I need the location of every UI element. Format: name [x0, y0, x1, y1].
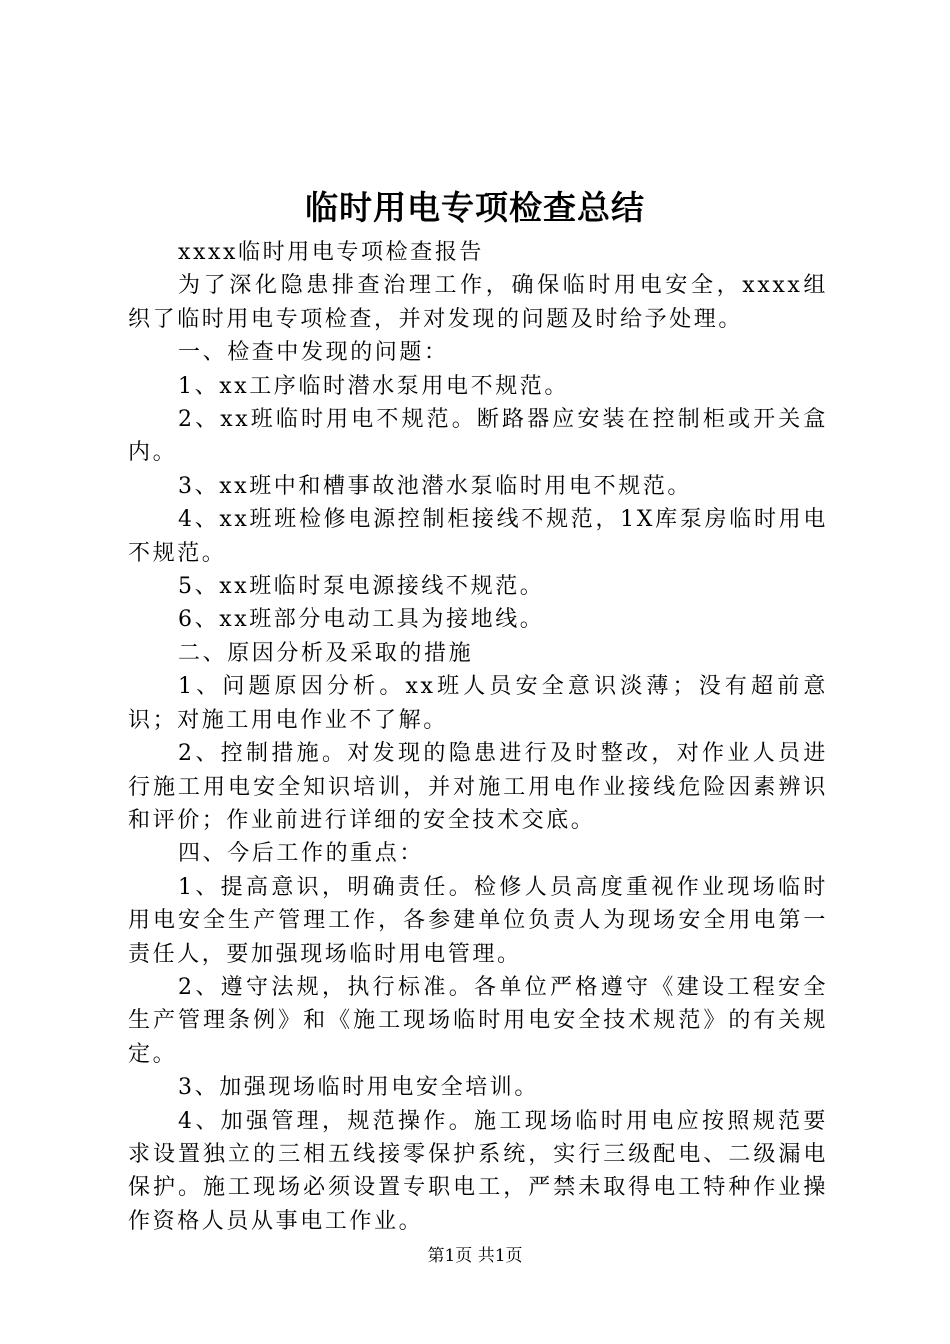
- problem-item-5: 5、xx班临时泵电源接线不规范。: [178, 574, 545, 600]
- page-footer: 第1页 共1页: [427, 1246, 523, 1266]
- problem-item-3: 3、xx班中和槽事故池潜水泵临时用电不规范。: [178, 473, 693, 499]
- focus-item-2: 2、遵守法规，执行标准。各单位严格遵守《建设工程安全生产管理条例》和《施工现场临时用电安全技术规范》的有关规定。: [128, 974, 828, 1067]
- intro-paragraph: 为了深化隐患排查治理工作，确保临时用电安全，xxxx组织了临时用电专项检查，并对发现的问题及时给予处理。: [128, 273, 828, 332]
- document-title: 临时用电专项检查总结: [305, 188, 645, 227]
- problem-item-4: 4、xx班班检修电源控制柜接线不规范，1X库泵房临时用电不规范。: [128, 507, 828, 566]
- section-heading-causes: 二、原因分析及采取的措施: [178, 640, 474, 666]
- problem-item-1: 1、xx工序临时潜水泵用电不规范。: [178, 373, 570, 399]
- section-heading-focus: 四、今后工作的重点：: [178, 841, 425, 867]
- focus-item-3: 3、加强现场临时用电安全培训。: [178, 1075, 539, 1101]
- report-heading: xxxx临时用电专项检查报告: [178, 240, 485, 265]
- cause-item-2: 2、控制措施。对发现的隐患进行及时整改，对作业人员进行施工用电安全知识培训，并对施工用电作业接线危险因素辨识和评价；作业前进行详细的安全技术交底。: [128, 741, 828, 833]
- focus-item-4: 4、加强管理，规范操作。施工现场临时用电应按照规范要求设置独立的三相五线接零保护系统，实行三级配电、二级漏电保护。施工现场必须设置专职电工，严禁未取得电工特种作业操作资格人员从事电工作业。: [128, 1108, 828, 1234]
- problem-item-6: 6、xx班部分电动工具为接地线。: [178, 607, 545, 633]
- section-heading-problems: 一、检查中发现的问题：: [178, 340, 449, 366]
- cause-item-1: 1、问题原因分析。xx班人员安全意识淡薄；没有超前意识；对施工用电作业不了解。: [128, 674, 828, 733]
- focus-item-1: 1、提高意识，明确责任。检修人员高度重视作业现场临时用电安全生产管理工作，各参建单位负责人为现场安全用电第一责任人，要加强现场临时用电管理。: [128, 874, 828, 967]
- problem-item-2: 2、xx班临时用电不规范。断路器应安装在控制柜或开关盒内。: [128, 407, 828, 466]
- document-body: [128, 236, 828, 1238]
